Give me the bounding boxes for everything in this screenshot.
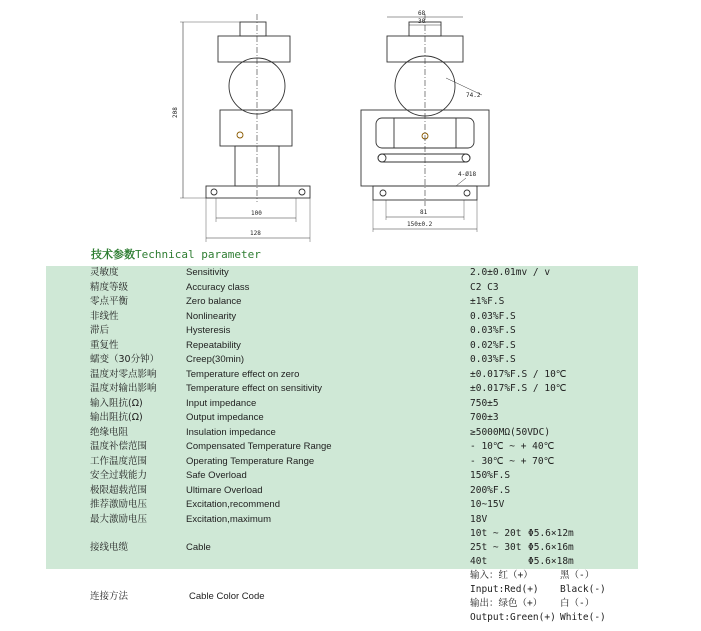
- cable-range: 25t ~ 30t: [470, 542, 522, 553]
- cable-spec: Φ5.6×16m: [528, 542, 574, 553]
- connection-row: [46, 569, 638, 625]
- cable-spec: Φ5.6×12m: [528, 528, 574, 539]
- param-cn: 非线性: [46, 310, 186, 325]
- param-val: 700±3: [470, 411, 638, 426]
- sphere-dimension: 74.2: [466, 92, 481, 99]
- param-row: [46, 440, 638, 455]
- color-code-negative: Black(-): [560, 584, 606, 595]
- param-en: Temperature effect on zero: [186, 368, 470, 383]
- cable-spec-line: [470, 541, 638, 555]
- param-val: 750±5: [470, 397, 638, 412]
- param-row: [46, 455, 638, 470]
- color-code-line: [470, 597, 638, 611]
- param-val: C2 C3: [470, 281, 638, 296]
- param-en: Operating Temperature Range: [186, 455, 470, 470]
- param-en: Hysteresis: [186, 324, 470, 339]
- inner-base-dimension: 81: [420, 209, 428, 216]
- cable-cn: 接线电缆: [46, 527, 186, 569]
- param-row: [46, 266, 638, 281]
- param-val: 0.03%F.S: [470, 324, 638, 339]
- color-code-positive: 输出：绿色（+）: [470, 598, 543, 609]
- base-width-dimension: 100: [251, 210, 262, 217]
- param-en: Excitation,recommend: [186, 498, 470, 513]
- param-row: [46, 397, 638, 412]
- color-code-negative: 白（-）: [560, 598, 595, 609]
- param-val: ±0.017%F.S / 10℃: [470, 382, 638, 397]
- param-row: [46, 353, 638, 368]
- param-row: [46, 382, 638, 397]
- param-val: ±1%F.S: [470, 295, 638, 310]
- param-row: [46, 295, 638, 310]
- overall-width-dimension: 128: [250, 230, 261, 237]
- param-cn: 最大激励电压: [46, 513, 186, 528]
- top-inner-dimension: 30: [418, 18, 426, 25]
- param-val: 200%F.S: [470, 484, 638, 499]
- param-row: [46, 513, 638, 528]
- param-row: [46, 484, 638, 499]
- param-val: 0.03%F.S: [470, 310, 638, 325]
- top-width-dimension: 68: [418, 10, 426, 17]
- param-en: Creep(30min): [186, 353, 470, 368]
- param-val: 0.03%F.S: [470, 353, 638, 368]
- cable-specs: [470, 527, 638, 569]
- param-en: Zero balance: [186, 295, 470, 310]
- param-cn: 极限超载范围: [46, 484, 186, 499]
- param-val: - 30℃ ~ + 70℃: [470, 455, 638, 470]
- section-title-cn: 技术参数: [91, 248, 135, 261]
- param-cn: 零点平衡: [46, 295, 186, 310]
- param-en: Ultimare Overload: [186, 484, 470, 499]
- technical-drawings: [0, 0, 701, 245]
- param-cn: 输入阻抗(Ω): [46, 397, 186, 412]
- param-en: Insulation impedance: [186, 426, 470, 441]
- param-cn: 温度对零点影响: [46, 368, 186, 383]
- connection-cn: 连接方法: [90, 591, 129, 602]
- param-en: Safe Overload: [186, 469, 470, 484]
- base-length-dimension: 150±0.2: [407, 221, 433, 228]
- param-en: Sensitivity: [186, 266, 470, 281]
- cable-spec: Φ5.6×18m: [528, 556, 574, 567]
- color-code-line: [470, 583, 638, 597]
- param-val: ≥5000MΩ(50VDC): [470, 426, 638, 441]
- param-en: Accuracy class: [186, 281, 470, 296]
- param-cn: 蠕变（30分钟）: [46, 353, 186, 368]
- param-en: Excitation,maximum: [186, 513, 470, 528]
- param-cn: 灵敏度: [46, 266, 186, 281]
- param-row: [46, 310, 638, 325]
- param-row: [46, 426, 638, 441]
- param-val: 0.02%F.S: [470, 339, 638, 354]
- param-en: Nonlinearity: [186, 310, 470, 325]
- param-cn: 推荐激励电压: [46, 498, 186, 513]
- param-en: Repeatability: [186, 339, 470, 354]
- param-row: [46, 368, 638, 383]
- param-en: Compensated Temperature Range: [186, 440, 470, 455]
- cable-range: 40t: [470, 556, 488, 567]
- param-cn: 温度对输出影响: [46, 382, 186, 397]
- front-view-drawing: [361, 14, 489, 232]
- height-dimension: 208: [172, 107, 179, 118]
- param-row: [46, 339, 638, 354]
- param-val: 10~15V: [470, 498, 638, 513]
- param-row: [46, 411, 638, 426]
- param-table-body: [46, 266, 638, 625]
- param-val: 18V: [470, 513, 638, 528]
- param-cn: 工作温度范围: [46, 455, 186, 470]
- color-code-list: [470, 569, 638, 625]
- param-val: 2.0±0.01mv / v: [470, 266, 638, 281]
- param-val: ±0.017%F.S / 10℃: [470, 368, 638, 383]
- cable-row: [46, 527, 638, 569]
- color-code-negative: White(-): [560, 612, 606, 623]
- param-row: [46, 469, 638, 484]
- param-cn: 滞后: [46, 324, 186, 339]
- param-cn: 绝缘电阻: [46, 426, 186, 441]
- cable-range: 10t ~ 20t: [470, 528, 522, 539]
- param-en: Input impedance: [186, 397, 470, 412]
- color-code-positive: Output:Green(+): [470, 612, 556, 623]
- param-cn: 精度等级: [46, 281, 186, 296]
- param-en: Output impedance: [186, 411, 470, 426]
- technical-parameter-table: [46, 266, 638, 625]
- param-val: 150%F.S: [470, 469, 638, 484]
- hole-callout: 4-Ø18: [458, 171, 477, 178]
- color-code-negative: 黑（-）: [560, 570, 595, 581]
- param-val: - 10℃ ~ + 40℃: [470, 440, 638, 455]
- param-cn: 温度补偿范围: [46, 440, 186, 455]
- cable-spec-line: [470, 555, 638, 569]
- color-code-positive: Input:Red(+): [470, 584, 539, 595]
- param-row: [46, 498, 638, 513]
- section-heading: [91, 246, 261, 262]
- param-row: [46, 281, 638, 296]
- side-view-drawing: [180, 14, 310, 242]
- param-cn: 重复性: [46, 339, 186, 354]
- param-row: [46, 324, 638, 339]
- section-title-en: Technical parameter: [135, 248, 261, 261]
- param-cn: 安全过载能力: [46, 469, 186, 484]
- cable-spec-line: [470, 527, 638, 541]
- color-code-positive: 输入：红（+）: [470, 570, 533, 581]
- param-en: Temperature effect on sensitivity: [186, 382, 470, 397]
- connection-en: Cable Color Code: [189, 591, 265, 602]
- cable-en: Cable: [186, 527, 470, 569]
- color-code-line: [470, 569, 638, 583]
- color-code-line: [470, 611, 638, 625]
- param-cn: 输出阻抗(Ω): [46, 411, 186, 426]
